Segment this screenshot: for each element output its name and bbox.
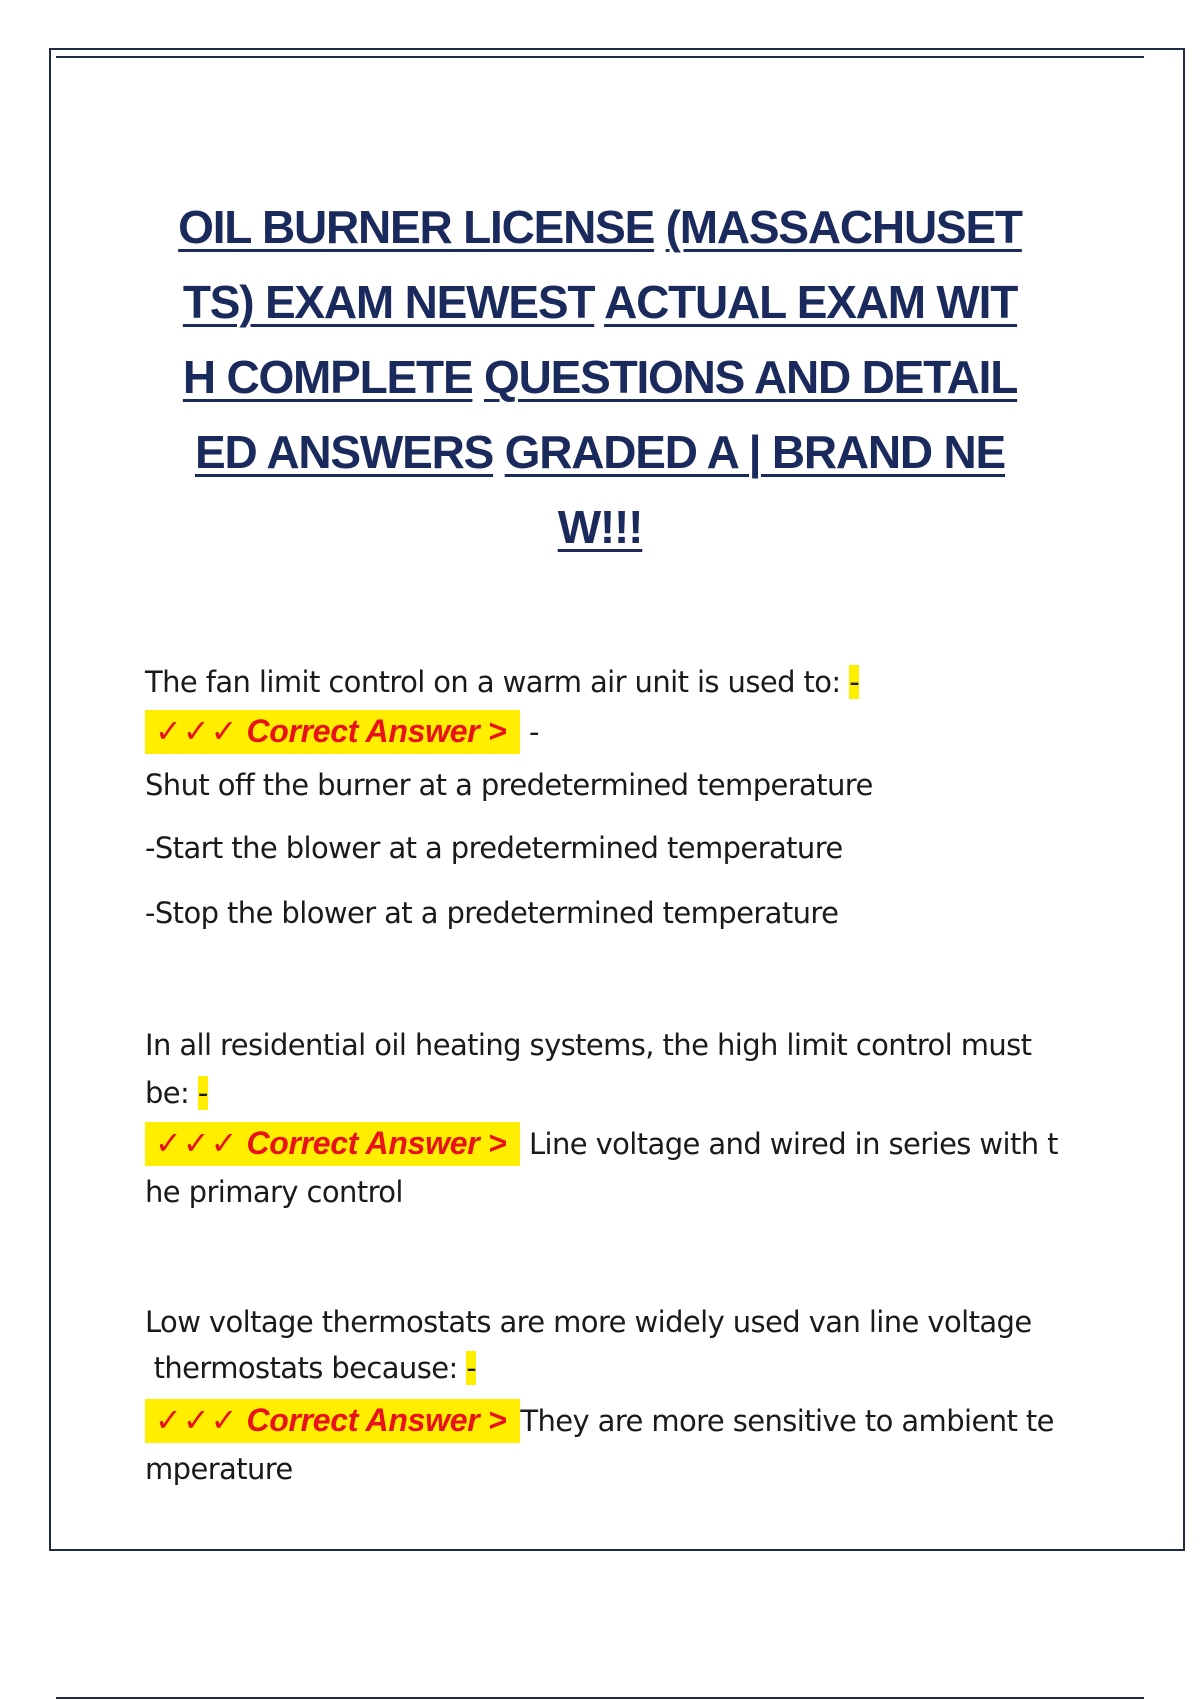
title-segment: OIL BURNER LICENSE bbox=[178, 201, 655, 253]
answer-text: Shut off the burner at a predetermined temperature bbox=[145, 768, 873, 802]
title-segment: ED ANSWERS bbox=[194, 426, 494, 478]
answer-text: Line voltage and wired in series with t bbox=[520, 1127, 1058, 1161]
answer-badge-line bbox=[145, 710, 539, 754]
title-line bbox=[160, 415, 1040, 490]
answer-text: he primary control bbox=[145, 1175, 403, 1209]
question-text: In all residential oil heating systems, the high limit control must bbox=[145, 1028, 1032, 1062]
title-segment: H COMPLETE bbox=[182, 351, 473, 403]
title-segment: (MASSACHUSET bbox=[665, 201, 1022, 253]
title-line bbox=[160, 190, 1040, 265]
top-rule bbox=[56, 56, 1144, 58]
correct-answer-badge bbox=[145, 1122, 520, 1166]
title-segment: ACTUAL EXAM WIT bbox=[604, 276, 1018, 328]
title-segment: QUESTIONS AND DETAIL bbox=[484, 351, 1018, 403]
question-text: be: - bbox=[145, 1076, 208, 1110]
checkmarks-icon: ✓✓✓ bbox=[155, 712, 239, 750]
answer-badge-line bbox=[145, 1122, 1058, 1166]
correct-answer-label: Correct Answer > bbox=[246, 1125, 507, 1161]
bottom-rule bbox=[56, 1697, 1144, 1699]
answer-dash: - bbox=[466, 1351, 477, 1385]
document-title bbox=[160, 190, 1040, 565]
title-line bbox=[160, 265, 1040, 340]
correct-answer-badge bbox=[145, 710, 520, 754]
answer-text: mperature bbox=[145, 1452, 293, 1486]
checkmarks-icon: ✓✓✓ bbox=[155, 1401, 239, 1439]
answer-badge-line bbox=[145, 1399, 1054, 1443]
answer-text: They are more sensitive to ambient te bbox=[520, 1404, 1054, 1438]
title-line bbox=[160, 490, 1040, 565]
title-line bbox=[160, 340, 1040, 415]
question-text: thermostats because: - bbox=[145, 1351, 477, 1385]
title-segment: W!!! bbox=[557, 501, 643, 553]
correct-answer-label: Correct Answer > bbox=[246, 713, 507, 749]
checkmarks-icon: ✓✓✓ bbox=[155, 1124, 239, 1162]
question-text: Low voltage thermostats are more widely used van line voltage bbox=[145, 1305, 1032, 1339]
title-segment: TS) EXAM NEWEST bbox=[182, 276, 595, 328]
question-text: The fan limit control on a warm air unit is used to: - bbox=[145, 665, 860, 699]
answer-text: - bbox=[520, 715, 539, 749]
correct-answer-badge bbox=[145, 1399, 520, 1443]
answer-text: -Start the blower at a predetermined temperature bbox=[145, 831, 843, 865]
answer-text: -Stop the blower at a predetermined temperature bbox=[145, 896, 839, 930]
answer-dash: - bbox=[197, 1076, 208, 1110]
title-segment: GRADED A | BRAND NE bbox=[504, 426, 1006, 478]
correct-answer-label: Correct Answer > bbox=[246, 1402, 507, 1438]
answer-dash: - bbox=[849, 665, 860, 699]
